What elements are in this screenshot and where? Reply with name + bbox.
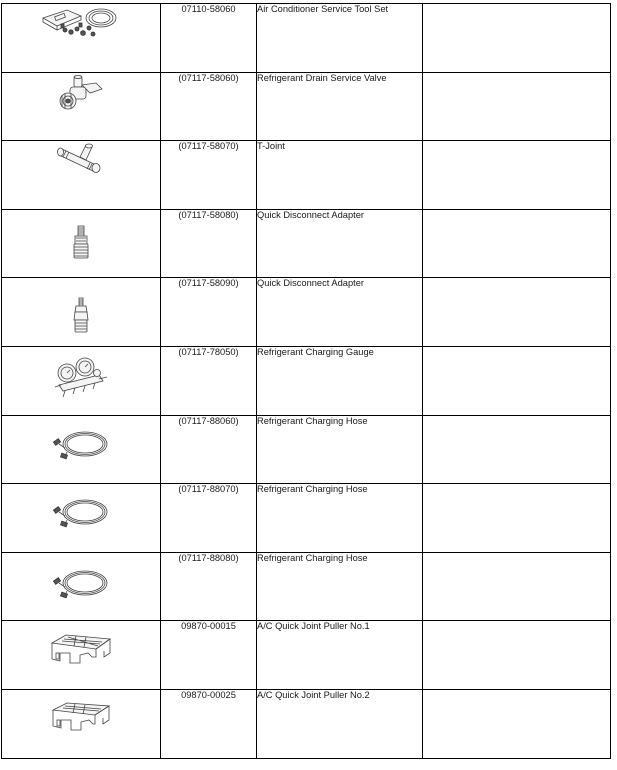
table-row [2, 621, 611, 690]
tool-name: T-Joint [257, 141, 423, 210]
tool-name: Refrigerant Charging Hose [257, 484, 423, 553]
illustration-cell [2, 346, 161, 415]
part-number: (07117-88080) [161, 552, 257, 621]
part-number: (07117-88060) [161, 415, 257, 484]
part-number: 07110-58060 [161, 4, 257, 73]
charging-hose-illustration [51, 428, 111, 462]
note-cell [423, 689, 611, 758]
note-cell [423, 415, 611, 484]
note-cell [423, 141, 611, 210]
part-number: (07117-58070) [161, 141, 257, 210]
tool-name: Refrigerant Drain Service Valve [257, 72, 423, 141]
illustration-cell [2, 141, 161, 210]
table-row [2, 484, 611, 553]
charging-hose-illustration [51, 567, 111, 601]
illustration-cell [2, 621, 161, 690]
table-row [2, 415, 611, 484]
table-row [2, 141, 611, 210]
quick-disconnect-adapter-illustration [71, 296, 91, 336]
tool-name: Air Conditioner Service Tool Set [257, 4, 423, 73]
table-row [2, 689, 611, 758]
illustration-cell [2, 4, 161, 73]
illustration-cell [2, 552, 161, 621]
illustration-cell [2, 209, 161, 278]
tool-name: Quick Disconnect Adapter [257, 278, 423, 347]
part-number: 09870-00015 [161, 621, 257, 690]
illustration-cell [2, 484, 161, 553]
tool-name: Refrigerant Charging Hose [257, 552, 423, 621]
illustration-cell [2, 278, 161, 347]
drain-service-valve-illustration [56, 73, 106, 113]
part-number: (07117-58090) [161, 278, 257, 347]
tool-name: A/C Quick Joint Puller No.1 [257, 621, 423, 690]
charging-hose-illustration [51, 496, 111, 530]
table-row [2, 278, 611, 347]
note-cell [423, 72, 611, 141]
part-number: (07117-58060) [161, 72, 257, 141]
table-row [2, 346, 611, 415]
part-number: (07117-88070) [161, 484, 257, 553]
quick-disconnect-adapter-illustration [71, 224, 91, 264]
illustration-cell [2, 415, 161, 484]
quick-joint-puller-illustration [46, 631, 116, 665]
ac-service-tool-set-illustration [41, 4, 121, 40]
part-number: (07117-58080) [161, 209, 257, 278]
charging-gauge-illustration [51, 357, 111, 399]
tool-name: A/C Quick Joint Puller No.2 [257, 689, 423, 758]
table-row [2, 4, 611, 73]
note-cell [423, 278, 611, 347]
note-cell [423, 209, 611, 278]
note-cell [423, 346, 611, 415]
quick-joint-puller-illustration [49, 700, 113, 732]
tool-name: Refrigerant Charging Gauge [257, 346, 423, 415]
part-number: 09870-00025 [161, 689, 257, 758]
note-cell [423, 484, 611, 553]
t-joint-illustration [56, 141, 106, 175]
table-row [2, 552, 611, 621]
tool-name: Quick Disconnect Adapter [257, 209, 423, 278]
illustration-cell [2, 689, 161, 758]
part-number: (07117-78050) [161, 346, 257, 415]
tool-name: Refrigerant Charging Hose [257, 415, 423, 484]
note-cell [423, 552, 611, 621]
illustration-cell [2, 72, 161, 141]
note-cell [423, 621, 611, 690]
special-service-tools-table [1, 3, 611, 759]
table-row [2, 209, 611, 278]
table-row [2, 72, 611, 141]
note-cell [423, 4, 611, 73]
